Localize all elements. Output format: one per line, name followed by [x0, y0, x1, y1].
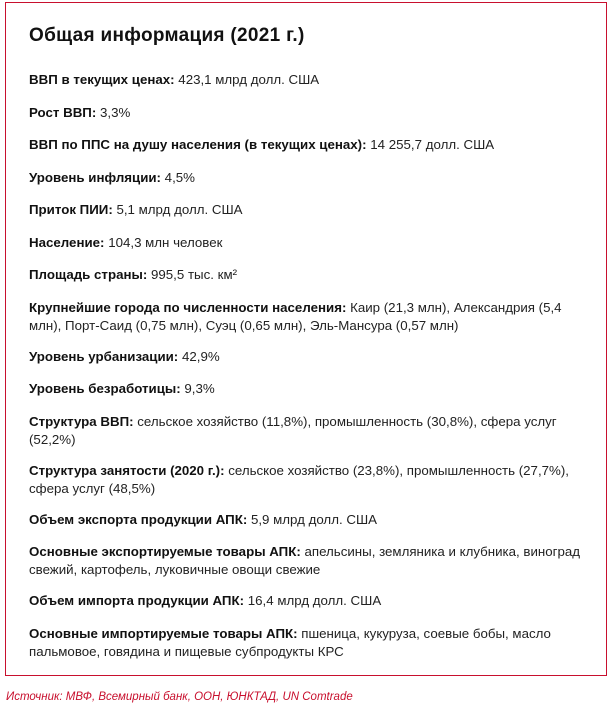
row-value: 16,4 млрд долл. США: [247, 593, 382, 608]
info-row-export-goods: [29, 543, 596, 579]
info-row-area: [29, 266, 596, 284]
info-row-population: [29, 234, 596, 252]
row-value: 5,9 млрд долл. США: [250, 511, 378, 527]
row-value: сельское хозяйство (23,8%), промышленность (27,7%), сфера услуг (48,5%): [29, 462, 569, 496]
info-row-fdi: [29, 201, 596, 219]
info-card: [5, 2, 607, 676]
row-label: Основные импортируемые товары АПК:: [29, 625, 298, 641]
row-value: Каир (21,3 млн), Александрия (5,4 млн), Порт-Саид (0,75 млн), Суэц (0,65 млн), Эль-Мансура (0,57 млн): [29, 299, 562, 333]
row-label: Объем импорта продукции АПК:: [29, 593, 245, 608]
info-row-agri-import: [29, 592, 596, 610]
row-label: Структура занятости (2020 г.):: [29, 462, 225, 478]
info-row-gdp: [29, 71, 596, 89]
row-value: 423,1 млрд долл. США: [178, 72, 320, 87]
info-row-largest-cities: [29, 299, 596, 335]
row-label: Объем экспорта продукции АПК:: [29, 511, 248, 527]
info-row-employment-structure: [29, 462, 596, 498]
info-row-gdp-structure: [29, 413, 596, 449]
info-row-unemployment: [29, 380, 596, 398]
row-value: 104,3 млн человек: [108, 234, 223, 250]
source-note: Источник: МВФ, Всемирный банк, ООН, ЮНКТАД, UN Comtrade: [6, 691, 353, 703]
info-row-import-goods: [29, 625, 596, 661]
row-value: апельсины, земляника и клубника, виноград свежий, картофель, луковичные овощи свежие: [29, 544, 581, 577]
row-value: 14 255,7 долл. США: [370, 137, 495, 152]
info-list: [29, 71, 596, 674]
row-label: ВВП по ППС на душу населения (в текущих ценах):: [29, 137, 367, 152]
info-row-urbanization: [29, 348, 596, 366]
row-value: 42,9%: [181, 348, 220, 364]
card-title: Общая информация (2021 г.): [29, 25, 305, 46]
row-label: Крупнейшие города по численности населения:: [29, 299, 347, 315]
row-label: Уровень безработицы:: [29, 381, 181, 396]
row-label: Приток ПИИ:: [29, 202, 113, 217]
row-value: 4,5%: [164, 169, 195, 185]
row-value: 995,5 тыс. км²: [150, 267, 238, 282]
row-label: ВВП в текущих ценах:: [29, 72, 175, 87]
info-row-inflation: [29, 169, 596, 187]
row-label: Население:: [29, 234, 105, 250]
row-label: Основные экспортируемые товары АПК:: [29, 544, 301, 559]
row-label: Структура ВВП:: [29, 413, 134, 429]
row-label: Рост ВВП:: [29, 104, 97, 120]
row-value: 9,3%: [184, 381, 215, 396]
row-value: 3,3%: [99, 104, 131, 120]
info-row-agri-export: [29, 511, 596, 529]
row-label: Площадь страны:: [29, 267, 148, 282]
row-value: сельское хозяйство (11,8%), промышленность (30,8%), сфера услуг (52,2%): [29, 413, 557, 447]
row-label: Уровень инфляции:: [29, 169, 161, 185]
row-value: пшеница, кукуруза, соевые бобы, масло пальмовое, говядина и пищевые субпродукты КРС: [29, 625, 551, 659]
row-value: 5,1 млрд долл. США: [116, 202, 243, 217]
info-row-gdp-ppp: [29, 136, 596, 154]
info-row-gdp-growth: [29, 104, 596, 122]
row-label: Уровень урбанизации:: [29, 348, 179, 364]
